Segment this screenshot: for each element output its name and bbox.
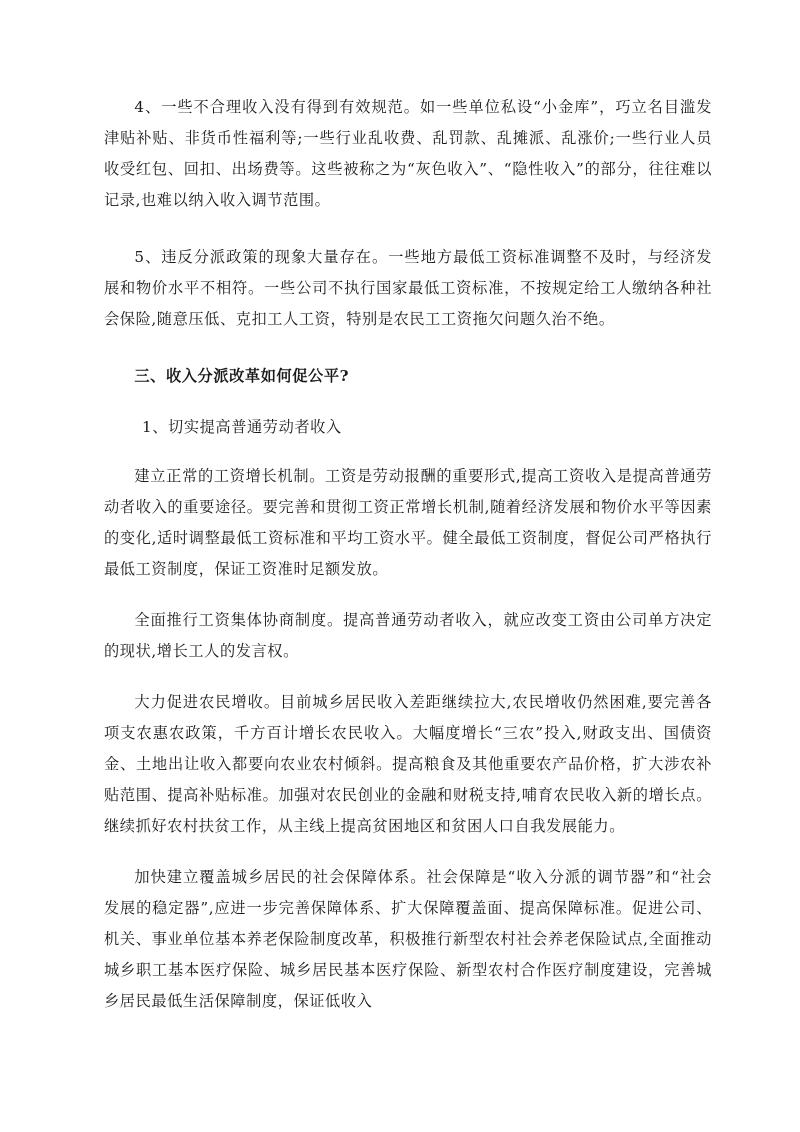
paragraph-wage-growth: 建立正常的工资增长机制。工资是劳动报酬的重要形式,提高工资收入是提高普通劳动者收入的重要途径。要完善和贯彻工资正常增长机制,随着经济发展和物价水平等因素的变化,适时调整最低工资标准和平均工资水平。健全最低工资制度，督促公司严格执行最低工资制度，保证工资准时足额发放。: [104, 467, 712, 578]
section-heading: 三、收入分派改革如何促公平?: [134, 367, 350, 385]
paragraph-social-security: 加快建立覆盖城乡居民的社会保障体系。社会保障是“收入分派的调节器”和“社会发展的稳定器”,应进一步完善保障体系、扩大保障覆盖面、提高保障标准。促进公司、机关、事业单位基本养老保险制度改革，积极推行新型农村社会养老保险试点,全面推动城乡职工基本医疗保险、城乡居民基本医疗保险、新型农村合作医疗制度建设，完善城乡居民最低生活保障制度，保证低收入: [104, 868, 712, 1010]
subheading: 1、切实提高普通劳动者收入: [142, 418, 342, 436]
paragraph-collective-bargaining: 全面推行工资集体协商制度。提高普通劳动者收入，就应改变工资由公司单方决定的现状,增长工人的发言权。: [104, 611, 712, 660]
paragraph-unregulated-income: 4、一些不合理收入没有得到有效规范。如一些单位私设“小金库”，巧立名目滥发津贴补贴、非货币性福利等;一些行业乱收费、乱罚款、乱摊派、乱涨价;一些行业人员收受红包、回扣、出场费等。这些被称之为“灰色收入”、“隐性收入”的部分，往往难以记录,也难以纳入收入调节范围。: [104, 98, 712, 209]
document-body: [104, 92, 712, 1017]
paragraph-policy-violations: 5、违反分派政策的现象大量存在。一些地方最低工资标准调整不及时，与经济发展和物价水平不相符。一些公司不执行国家最低工资标准，不按规定给工人缴纳各种社会保险,随意压低、克扣工人工资，特别是农民工工资拖欠问题久治不绝。: [104, 248, 712, 328]
paragraph-farmer-income: 大力促进农民增收。目前城乡居民收入差距继续拉大,农民增收仍然困难,要完善各项支农惠农政策，千方百计增长农民收入。大幅度增长“三农”投入,财政支出、国债资金、土地出让收入都要向农业农村倾斜。提高粮食及其他重要农产品价格，扩大涉农补贴范围、提高补贴标准。加强对农民创业的金融和财税支持,哺育农民收入新的增长点。继续抓好农村扶贫工作，从主线上提高贫困地区和贫困人口自我发展能力。: [104, 693, 712, 835]
